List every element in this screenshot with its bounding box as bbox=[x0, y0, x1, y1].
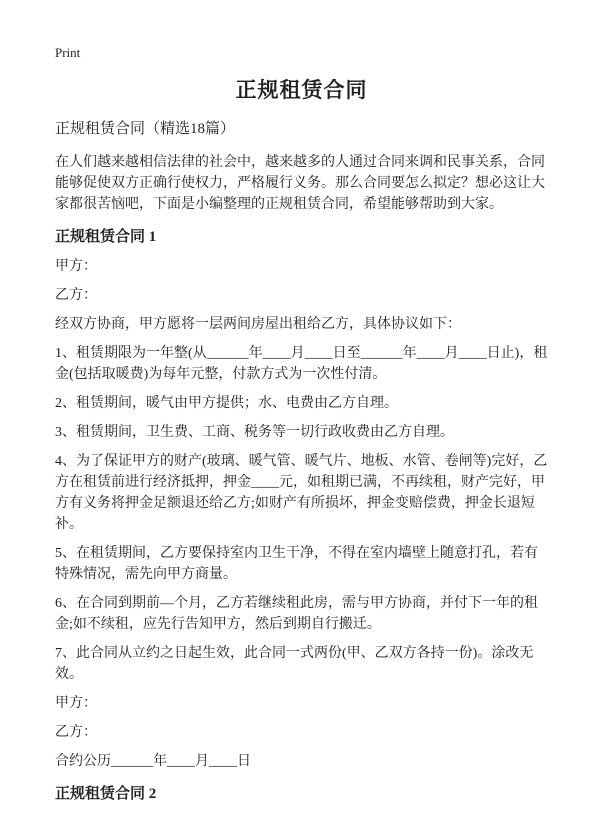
signature-party-a: 甲方： bbox=[55, 696, 97, 711]
print-link[interactable]: Print bbox=[55, 45, 81, 60]
contract-paragraph-party-b: 乙方： bbox=[55, 288, 97, 303]
contract-clause-1: 1、租赁期限为一年整(从______年____月____日至______年____月____日止)，租金(包括取暖费)为每年元整，付款方式为一次性付清。 bbox=[55, 346, 548, 382]
contract-clause-3: 3、租赁期间，卫生费、工商、税务等一切行政收费由乙方自理。 bbox=[55, 425, 454, 440]
signature-date-line: 合约公历______年____月____日 bbox=[55, 754, 251, 769]
section-2-heading: 正规租赁合同 2 bbox=[55, 786, 157, 802]
intro-paragraph: 在人们越来越相信法律的社会中，越来越多的人通过合同来调和民事关系，合同能够促使双方正确行使权力，严格履行义务。那么合同要怎么拟定？想必这让大家都很苦恼吧，下面是小编整理的正规租赁合同，希望能够帮助到大家。 bbox=[55, 155, 545, 212]
contract-paragraph-preamble: 经双方协商，甲方愿将一层两间房屋出租给乙方，具体协议如下： bbox=[55, 317, 461, 332]
contract-clause-7: 7、此合同从立约之日起生效，此合同一式两份(甲、乙双方各持一份)。涂改无效。 bbox=[55, 646, 534, 682]
section-1-heading: 正规租赁合同 1 bbox=[55, 229, 157, 245]
page-title: 正规租赁合同 bbox=[235, 78, 368, 102]
contract-clause-4: 4、为了保证甲方的财产(玻璃、暖气管、暖气片、地板、水管、卷闸等)完好，乙方在租赁前进行经济抵押，押金____元，如租期已满，不再续租，财产完好，甲方有义务将押金足额退还给乙方;如财产有所损坏，押金变赔偿费，押金长退短补。 bbox=[55, 454, 548, 532]
contract-clause-6: 6、在合同到期前—个月，乙方若继续租此房，需与甲方协商，并付下一年的租金;如不续租，应先行告知甲方，然后到期自行搬迁。 bbox=[55, 596, 538, 632]
contract-clause-2: 2、租赁期间，暖气由甲方提供；水、电费由乙方自理。 bbox=[55, 396, 398, 411]
signature-party-b: 乙方： bbox=[55, 725, 97, 740]
contract-clause-5: 5、在租赁期间，乙方要保持室内卫生干净，不得在室内墙壁上随意打孔，若有特殊情况，需先向甲方商量。 bbox=[55, 546, 538, 582]
contract-paragraph-party-a: 甲方： bbox=[55, 259, 97, 274]
doc-subtitle: 正规租赁合同（精选18篇） bbox=[55, 121, 236, 137]
